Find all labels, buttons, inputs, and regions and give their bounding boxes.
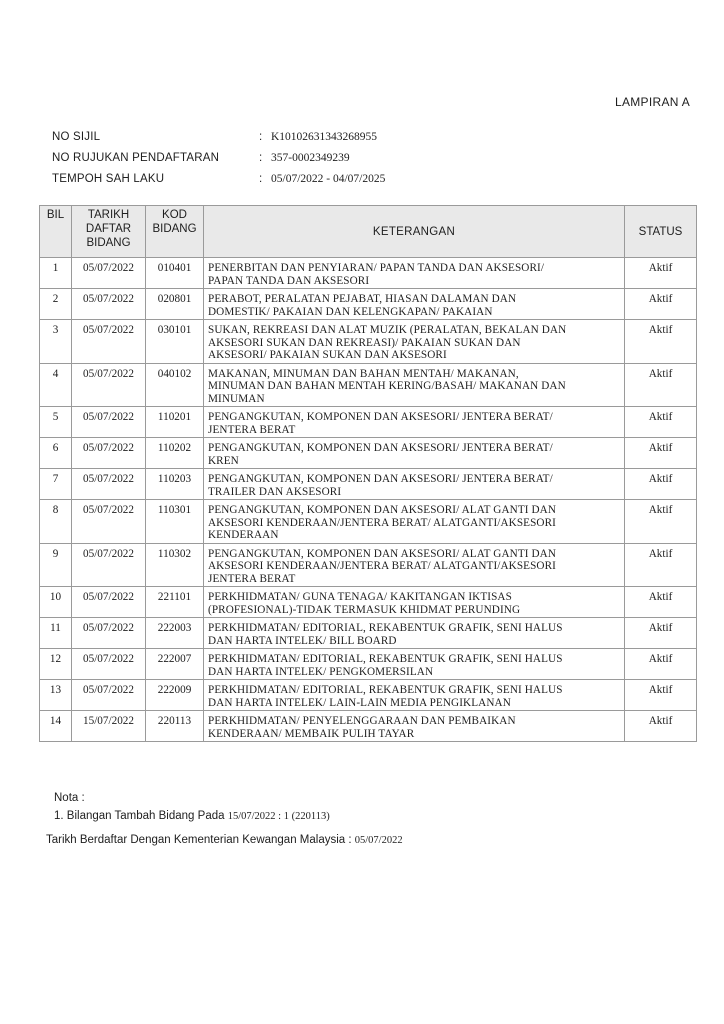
row-bil: 3 [40, 320, 72, 364]
row-keterangan [204, 438, 625, 469]
header-kod-line1: KOD [162, 209, 187, 221]
row-kod: 030101 [146, 320, 204, 364]
row-keterangan-line: PAPAN TANDA DAN AKSESORI [208, 274, 370, 287]
row-kod: 010401 [146, 258, 204, 289]
row-kod: 222007 [146, 649, 204, 680]
row-bil: 14 [40, 711, 72, 742]
row-keterangan-line: PERKHIDMATAN/ GUNA TENAGA/ KAKITANGAN IKTISAS [208, 591, 512, 603]
certificate-info [52, 126, 385, 189]
header-status: STATUS [625, 206, 697, 258]
table-row [40, 711, 697, 742]
row-bil: 1 [40, 258, 72, 289]
row-keterangan-line: DAN HARTA INTELEK/ BILL BOARD [208, 634, 397, 647]
row-date: 05/07/2022 [72, 469, 146, 500]
table-row [40, 258, 697, 289]
annex-label: LAMPIRAN A [614, 95, 690, 109]
certificate-number-value: K10102631343268955 [271, 130, 378, 143]
row-kod: 110202 [146, 438, 204, 469]
row-keterangan-line: PERKHIDMATAN/ PENYELENGGARAAN DAN PEMBAIKAN [208, 715, 516, 727]
registration-date-value: 05/07/2022 [354, 835, 403, 846]
row-bil: 8 [40, 500, 72, 544]
row-kod: 110302 [146, 543, 204, 587]
row-status: Aktif [625, 469, 697, 500]
row-date: 05/07/2022 [72, 680, 146, 711]
row-keterangan [204, 407, 625, 438]
row-status: Aktif [625, 543, 697, 587]
row-keterangan-line: DAN HARTA INTELEK/ PENGKOMERSILAN [208, 665, 434, 678]
table-row [40, 320, 697, 364]
row-bil: 9 [40, 543, 72, 587]
row-kod: 221101 [146, 587, 204, 618]
row-bil: 10 [40, 587, 72, 618]
registration-reference-row [52, 147, 385, 168]
row-bil: 13 [40, 680, 72, 711]
row-status: Aktif [625, 438, 697, 469]
row-keterangan-line: PENERBITAN DAN PENYIARAN/ PAPAN TANDA DAN AKSESORI/ [208, 262, 545, 274]
row-status: Aktif [625, 587, 697, 618]
row-date: 05/07/2022 [72, 289, 146, 320]
table-row [40, 469, 697, 500]
row-keterangan-line: MINUMAN DAN BAHAN MENTAH KERING/BASAH/ MAKANAN DAN [208, 380, 566, 392]
row-bil: 4 [40, 363, 72, 407]
row-status: Aktif [625, 407, 697, 438]
row-date: 05/07/2022 [72, 438, 146, 469]
notes [54, 789, 330, 826]
row-bil: 2 [40, 289, 72, 320]
row-keterangan-line: PENGANGKUTAN, KOMPONEN DAN AKSESORI/ ALAT GANTI DAN [208, 504, 557, 516]
row-keterangan-line: PENGANGKUTAN, KOMPONEN DAN AKSESORI/ JENTERA BERAT/ [208, 442, 553, 454]
notes-item-value: 15/07/2022 : 1 (220113) [227, 811, 330, 822]
row-keterangan-line: (PROFESIONAL)-TIDAK TERMASUK KHIDMAT PERUNDING [208, 603, 521, 616]
validity-period-row [52, 168, 385, 189]
table-row [40, 500, 697, 544]
row-kod: 040102 [146, 363, 204, 407]
row-keterangan-line: MINUMAN [208, 392, 265, 405]
row-status: Aktif [625, 363, 697, 407]
row-keterangan-line: PERKHIDMATAN/ EDITORIAL, REKABENTUK GRAFIK, SENI HALUS [208, 653, 563, 665]
header-bil: BIL [40, 206, 72, 258]
row-kod: 222003 [146, 618, 204, 649]
row-keterangan [204, 258, 625, 289]
table-row [40, 587, 697, 618]
row-keterangan-line: AKSESORI KENDERAAN/JENTERA BERAT/ ALATGANTI/AKSESORI [208, 516, 556, 529]
validity-period-value: 05/07/2022 - 04/07/2025 [271, 172, 386, 185]
colon: : [259, 151, 263, 164]
table-row [40, 680, 697, 711]
row-date: 05/07/2022 [72, 363, 146, 407]
row-keterangan [204, 500, 625, 544]
row-keterangan [204, 543, 625, 587]
row-kod: 020801 [146, 289, 204, 320]
row-keterangan [204, 649, 625, 680]
row-keterangan-line: KENDERAAN [208, 529, 279, 541]
row-keterangan-line: TRAILER DAN AKSESORI [208, 485, 342, 498]
notes-item [54, 807, 330, 826]
row-keterangan [204, 618, 625, 649]
row-date: 05/07/2022 [72, 649, 146, 680]
row-keterangan-line: AKSESORI SUKAN DAN REKREASI)/ PAKAIAN SUKAN DAN [208, 336, 521, 349]
row-keterangan-line: PENGANGKUTAN, KOMPONEN DAN AKSESORI/ JENTERA BERAT/ [208, 411, 553, 423]
row-keterangan-line: DAN HARTA INTELEK/ LAIN-LAIN MEDIA PENGIKLANAN [208, 696, 511, 709]
row-date: 05/07/2022 [72, 320, 146, 364]
header-kod-line2: BIDANG [152, 223, 197, 235]
row-keterangan-line: MAKANAN, MINUMAN DAN BAHAN MENTAH/ MAKANAN, [208, 367, 519, 380]
header-kod [146, 206, 204, 258]
row-bil: 6 [40, 438, 72, 469]
row-kod: 222009 [146, 680, 204, 711]
row-keterangan [204, 587, 625, 618]
row-keterangan-line: AKSESORI KENDERAAN/JENTERA BERAT/ ALATGANTI/AKSESORI [208, 560, 556, 572]
row-status: Aktif [625, 258, 697, 289]
header-date-line2: DAFTAR [85, 223, 132, 235]
header-date-line1: TARIKH [87, 209, 130, 221]
header-date-line3: BIDANG [86, 237, 131, 249]
table-row [40, 543, 697, 587]
row-date: 15/07/2022 [72, 711, 146, 742]
row-keterangan-line: PERKHIDMATAN/ EDITORIAL, REKABENTUK GRAFIK, SENI HALUS [208, 622, 563, 634]
table-row [40, 438, 697, 469]
row-keterangan [204, 320, 625, 364]
row-keterangan [204, 469, 625, 500]
row-keterangan [204, 289, 625, 320]
row-keterangan [204, 711, 625, 742]
row-keterangan-line: SUKAN, REKREASI DAN ALAT MUZIK (PERALATAN, BEKALAN DAN [208, 324, 567, 336]
table-row [40, 363, 697, 407]
table-row [40, 407, 697, 438]
row-bil: 11 [40, 618, 72, 649]
row-keterangan-line: JENTERA BERAT [208, 423, 296, 436]
row-keterangan-line: PENGANGKUTAN, KOMPONEN DAN AKSESORI/ ALAT GANTI DAN [208, 547, 557, 560]
row-keterangan-line: AKSESORI/ PAKAIAN SUKAN DAN AKSESORI [208, 349, 447, 361]
notes-title: Nota : [54, 792, 85, 804]
row-status: Aktif [625, 649, 697, 680]
row-keterangan-line: KREN [208, 454, 239, 467]
row-kod: 110203 [146, 469, 204, 500]
row-status: Aktif [625, 618, 697, 649]
field-table [39, 205, 697, 742]
row-kod: 110301 [146, 500, 204, 544]
row-keterangan-line: PENGANGKUTAN, KOMPONEN DAN AKSESORI/ JENTERA BERAT/ [208, 473, 553, 485]
certificate-number-row [52, 126, 385, 147]
row-status: Aktif [625, 320, 697, 364]
table-row [40, 618, 697, 649]
row-keterangan-line: PERABOT, PERALATAN PEJABAT, HIASAN DALAMAN DAN [208, 293, 517, 305]
row-date: 05/07/2022 [72, 587, 146, 618]
row-keterangan-line: PERKHIDMATAN/ EDITORIAL, REKABENTUK GRAFIK, SENI HALUS [208, 684, 563, 696]
row-kod: 220113 [146, 711, 204, 742]
row-bil: 7 [40, 469, 72, 500]
row-keterangan [204, 363, 625, 407]
row-kod: 110201 [146, 407, 204, 438]
table-row [40, 649, 697, 680]
row-date: 05/07/2022 [72, 407, 146, 438]
row-date: 05/07/2022 [72, 618, 146, 649]
row-keterangan-line: JENTERA BERAT [208, 572, 296, 585]
notes-item-prefix: 1. Bilangan Tambah Bidang Pada [54, 810, 225, 822]
certificate-number-label: NO SIJIL [52, 130, 101, 143]
row-keterangan-line: KENDERAAN/ MEMBAIK PULIH TAYAR [208, 727, 415, 740]
header-date [72, 206, 146, 258]
row-status: Aktif [625, 289, 697, 320]
row-date: 05/07/2022 [72, 543, 146, 587]
row-keterangan [204, 680, 625, 711]
row-status: Aktif [625, 500, 697, 544]
row-keterangan-line: DOMESTIK/ PAKAIAN DAN KELENGKAPAN/ PAKAIAN [208, 305, 493, 318]
table-header-row [40, 206, 697, 258]
row-bil: 12 [40, 649, 72, 680]
colon: : [259, 130, 263, 143]
colon: : [259, 172, 263, 185]
row-bil: 5 [40, 407, 72, 438]
row-date: 05/07/2022 [72, 500, 146, 544]
registration-date-label: Tarikh Berdaftar Dengan Kementerian Kewangan Malaysia : [46, 834, 352, 846]
validity-period-label: TEMPOH SAH LAKU [52, 172, 165, 185]
row-status: Aktif [625, 680, 697, 711]
registration-date-line [46, 834, 403, 846]
registration-reference-label: NO RUJUKAN PENDAFTARAN [52, 151, 220, 164]
header-keterangan: KETERANGAN [204, 206, 625, 258]
registration-reference-value: 357-0002349239 [271, 151, 350, 164]
row-status: Aktif [625, 711, 697, 742]
row-date: 05/07/2022 [72, 258, 146, 289]
table-row [40, 289, 697, 320]
